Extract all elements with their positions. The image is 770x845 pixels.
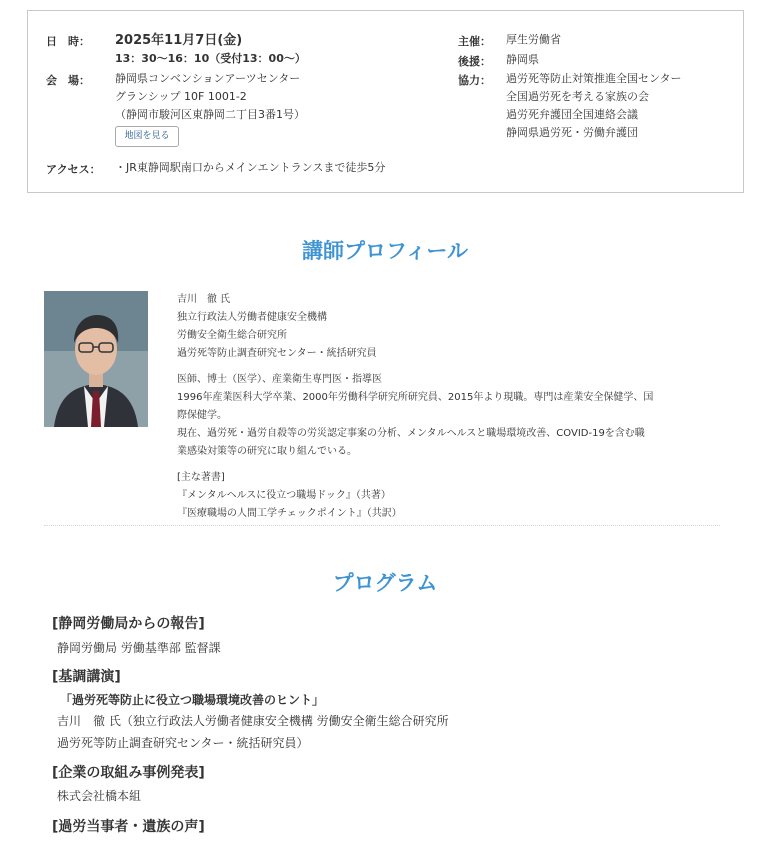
speaker-bio-line: 業感染対策等の研究に取り組んでいる。 <box>177 446 357 457</box>
venue-address: （静岡市駿河区東静岡二丁目3番1号） <box>115 108 305 121</box>
speaker-bio-line: 際保健学。 <box>177 410 227 421</box>
program-section-text: 過労死等防止調査研究センター・統括研究員） <box>57 736 309 750</box>
cooperation-item: 全国過労死を考える家族の会 <box>506 90 649 103</box>
cooperation-item: 過労死等防止対策推進全国センター <box>506 72 682 85</box>
event-time: 13：30〜16：10（受付13：00〜） <box>115 52 306 65</box>
event-info-box <box>27 10 744 193</box>
venue-label: 会 場： <box>46 74 90 87</box>
program-heading: プログラム <box>332 571 438 595</box>
speaker-bio-line: 医師、博士（医学）、産業衛生専門医・指導医 <box>177 374 382 385</box>
speaker-photo <box>44 291 148 427</box>
support-value: 静岡県 <box>506 53 539 66</box>
cooperation-item: 過労死弁護団全国連絡会議 <box>506 108 638 121</box>
speaker-bio-line: 1996年産業医科大学卒業、2000年労働科学研究所研究員、2015年より現職。専門は産業安全保健学、国 <box>177 392 654 403</box>
speaker-portrait-image <box>44 291 148 427</box>
cooperation-label: 協力： <box>458 74 491 87</box>
program-section-text: 株式会社橋本組 <box>57 789 142 803</box>
works-item: 『メンタルヘルスに役立つ職場ドック』（共著） <box>177 490 391 501</box>
speaker-name: 吉川 徹 氏 <box>177 294 231 305</box>
program-section-head: [基調講演] <box>52 669 121 685</box>
venue-line: 静岡県コンベンションアーツセンター <box>115 72 301 85</box>
program-section-head: [企業の取組み事例発表] <box>52 765 205 781</box>
program-section-text: 静岡労働局 労働基準部 監督課 <box>57 641 221 655</box>
access-text: ・JR東静岡駅南口からメインエントランスまで徒歩5分 <box>115 161 386 174</box>
speaker-affiliation: 過労死等防止調査研究センター・統括研究員 <box>177 348 377 359</box>
section-divider <box>44 525 720 526</box>
date-label: 日 時： <box>46 35 90 48</box>
organizer-label: 主催： <box>458 35 491 48</box>
view-map-button[interactable]: 地図を見る <box>115 126 179 147</box>
speaker-affiliation: 独立行政法人労働者健康安全機構 <box>177 312 327 323</box>
program-section-head: [過労当事者・遺族の声] <box>52 819 205 835</box>
program-section-text: 吉川 徹 氏（独立行政法人労働者健康安全機構 労働安全衛生総合研究所 <box>57 714 449 728</box>
speaker-bio-line: 現在、過労死・過労自殺等の労災認定事案の分析、メンタルヘルスと職場環境改善、COVID-19を含む職 <box>177 428 645 439</box>
profile-heading: 講師プロフィール <box>302 239 468 263</box>
works-label: [主な著書] <box>177 472 225 483</box>
support-label: 後援： <box>458 55 491 68</box>
works-item: 『医療職場の人間工学チェックポイント』（共訳） <box>177 508 402 519</box>
cooperation-item: 静岡県過労死・労働弁護団 <box>506 126 638 139</box>
event-date: 2025年11月7日(金) <box>115 33 243 48</box>
access-label: アクセス： <box>46 163 101 176</box>
organizer-value: 厚生労働省 <box>506 33 561 46</box>
keynote-title: 「過労死等防止に役立つ職場環境改善のヒント」 <box>60 693 325 707</box>
venue-line: グランシップ 10F 1001-2 <box>115 90 247 103</box>
speaker-affiliation: 労働安全衛生総合研究所 <box>177 330 287 341</box>
program-section-head: [静岡労働局からの報告] <box>52 616 205 632</box>
